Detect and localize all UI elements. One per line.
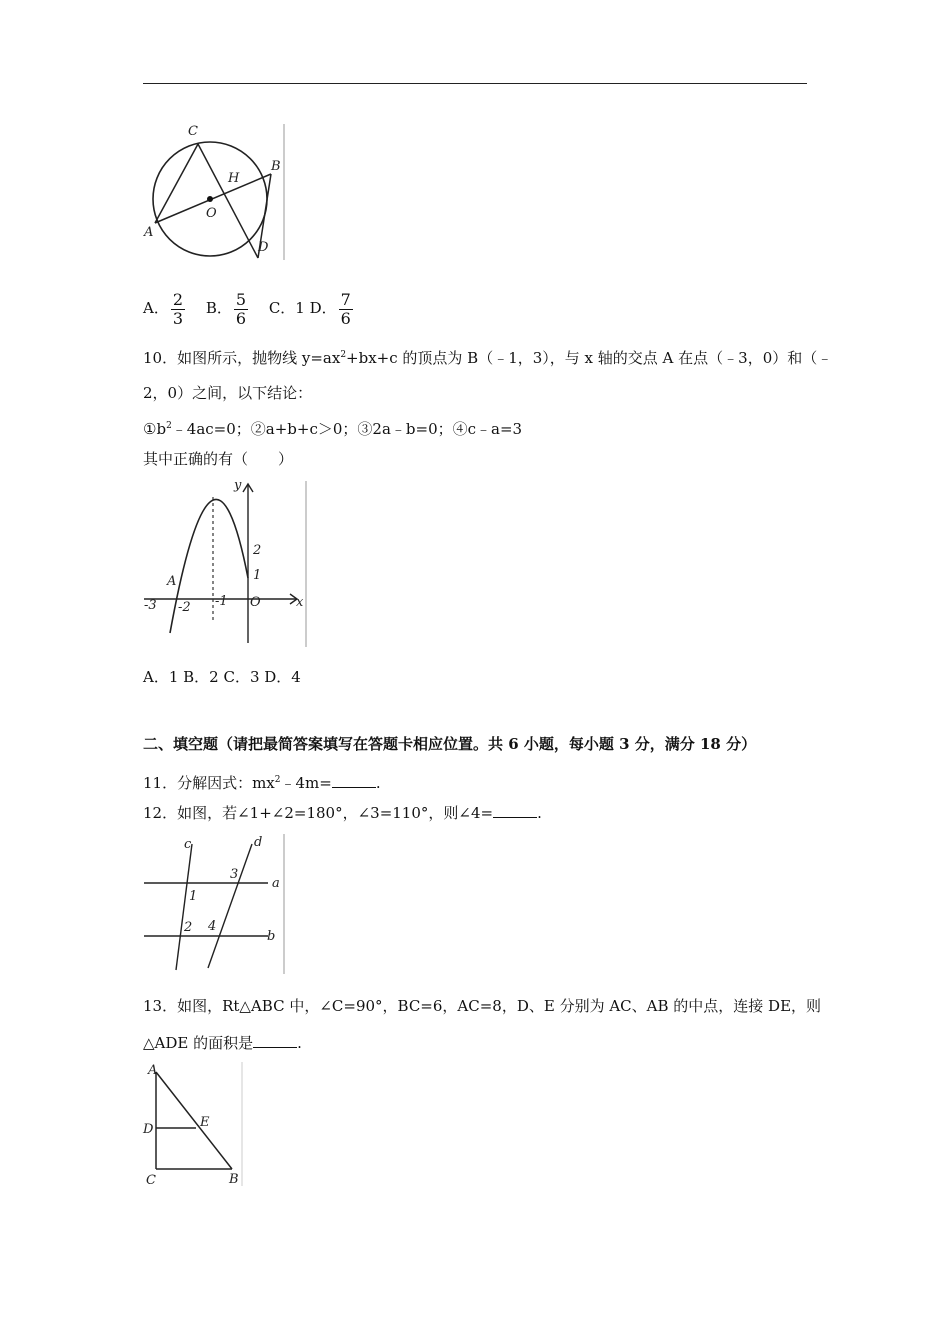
option-b-label: B． <box>205 299 232 317</box>
line-label-d: d <box>254 835 263 850</box>
q10-line4: 其中正确的有（ ） <box>143 450 294 468</box>
axis-label-y: y <box>234 478 242 493</box>
point-a-label: A <box>167 574 177 589</box>
axis-label-x: x <box>296 595 304 610</box>
q11-line: 11．分解因式：$mx^2﹣4m=$ . <box>143 774 381 792</box>
triangle-figure <box>140 1058 250 1190</box>
tick-label-minus1: -1 <box>215 594 228 609</box>
label-D: D <box>258 240 269 255</box>
option-c-label: C．1 <box>268 299 305 317</box>
option-b-fraction: $\frac{5}{6}$ <box>235 289 247 328</box>
q9-options <box>143 288 355 328</box>
label-C: C <box>188 124 198 139</box>
parabola-figure <box>140 475 312 650</box>
line-label-c: c <box>184 837 192 852</box>
angle-label-2: 2 <box>184 920 193 935</box>
q10-options: A．1 B．2 C．3 D．4 <box>143 668 301 686</box>
point-label-d: D <box>143 1122 154 1137</box>
label-B: B <box>271 159 281 174</box>
q10-line2: 2，0）之间，以下结论： <box>143 384 313 402</box>
answer-blank <box>332 773 376 788</box>
answer-blank <box>493 803 537 818</box>
q12-line: 12．如图，若∠1+∠2=180°，∠3=110°，则∠4= . <box>143 804 542 822</box>
label-A: A <box>144 225 154 240</box>
vertex-label-b: B <box>229 1172 239 1187</box>
q10-line3: $①b^2﹣4ac=0$；②a+b+c＞0；③2a﹣b=0；④c﹣a=3 <box>143 420 523 438</box>
vertex-label-c: C <box>146 1173 156 1188</box>
point-label-e: E <box>200 1115 210 1130</box>
option-d-label: D． <box>309 299 337 317</box>
label-H: H <box>228 171 240 186</box>
label-O: O <box>206 206 217 221</box>
angle-label-4: 4 <box>208 919 217 934</box>
circle-figure <box>140 118 290 263</box>
header-rule <box>143 83 807 84</box>
answer-blank <box>253 1033 297 1048</box>
angle-label-3: 3 <box>230 867 239 882</box>
option-a-fraction: $\frac{2}{3}$ <box>172 289 184 328</box>
line-label-a: a <box>272 876 280 891</box>
tick-label-1: 1 <box>253 568 262 583</box>
parallel-lines-figure <box>140 830 290 978</box>
q13-line2: △ADE 的面积是 . <box>143 1034 302 1052</box>
option-d-fraction: $\frac{7}{6}$ <box>340 289 351 328</box>
option-a-label: A． <box>143 299 169 317</box>
line-label-b: b <box>267 929 276 944</box>
vertex-label-a: A <box>148 1063 158 1078</box>
tick-label-minus2: -2 <box>178 600 191 615</box>
origin-label: O <box>250 595 261 610</box>
tick-label-2: 2 <box>253 543 262 558</box>
section2-heading: 二、填空题（请把最简答案填写在答题卡相应位置。共 6 小题，每小题 3 分，满分 18 分） <box>143 735 757 753</box>
q13-line1: 13．如图，Rt△ABC 中，∠C=90°，BC=6，AC=8，D、E 分别为 AC、AB 的中点，连接 DE，则 <box>143 997 822 1015</box>
q10-line1: 10．如图所示，抛物线 $y=ax^2+bx+c$ 的顶点为 B（﹣1，3），与 x 轴的交点 A 在点（﹣3，0）和（﹣ <box>143 349 833 367</box>
angle-label-1: 1 <box>189 889 198 904</box>
tick-label-minus3: -3 <box>144 598 157 613</box>
